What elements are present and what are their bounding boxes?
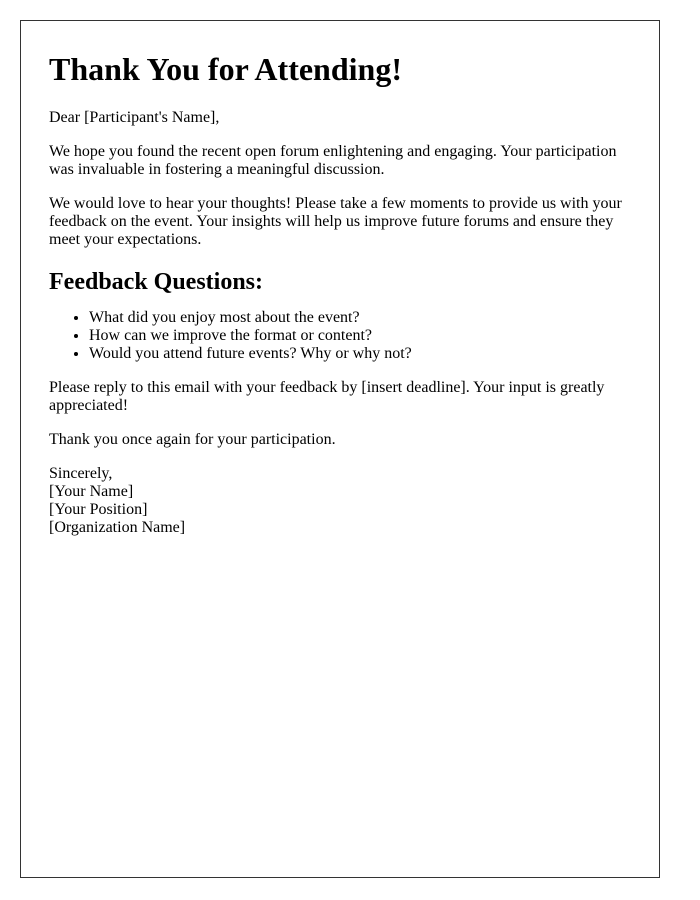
reply-request-paragraph: Please reply to this email with your feedback by [insert deadline]. Your input is greatly appreciated!	[49, 379, 605, 414]
signer-position: [Your Position]	[49, 501, 148, 518]
signer-name: [Your Name]	[49, 483, 134, 500]
questions-heading: Feedback Questions:	[49, 269, 264, 295]
intro-paragraph: We hope you found the recent open forum enlightening and engaging. Your participation was invaluable in fostering a meaningful discussion.	[49, 143, 617, 178]
letter-title: Thank You for Attending!	[49, 51, 402, 87]
thanks-paragraph: Thank you once again for your participation.	[49, 431, 336, 448]
list-item: • How can we improve the format or content?	[89, 327, 631, 345]
list-item: • Would you attend future events? Why or why not?	[89, 345, 631, 363]
organization-name: [Organization Name]	[49, 519, 186, 536]
feedback-request-paragraph: We would love to hear your thoughts! Please take a few moments to provide us with your feedback on the event. Your insights will help us improve future forums and ensure they meet your expectations.	[49, 195, 622, 248]
list-item: • What did you enjoy most about the event?	[89, 309, 631, 327]
questions-list	[49, 309, 631, 363]
signature-block	[49, 465, 631, 537]
closing: Sincerely,	[49, 465, 113, 482]
letter-container	[20, 20, 660, 878]
greeting: Dear [Participant's Name],	[49, 109, 220, 126]
